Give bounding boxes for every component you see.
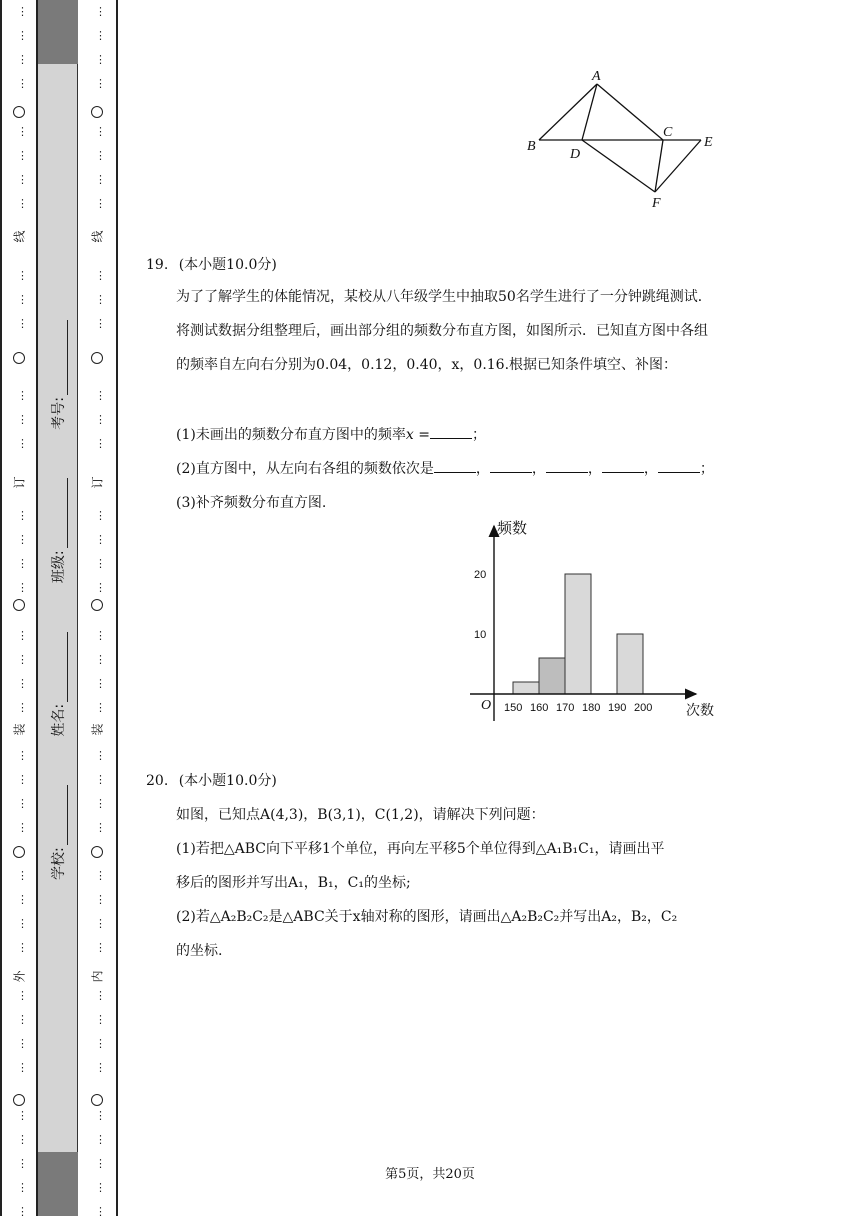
outer-strip-circle-mark <box>13 106 25 118</box>
x-axis-label: 次数 <box>686 703 714 719</box>
histogram-bar <box>565 574 591 694</box>
outer-strip-dots: ⋮ <box>17 269 28 282</box>
inner-strip-dots: ⋮ <box>95 821 106 834</box>
inner-strip-dots: ⋮ <box>95 773 106 786</box>
q19-part1-end: ； <box>471 427 486 443</box>
outer-strip-dots: ⋮ <box>17 989 28 1002</box>
q19-part2-blank-4[interactable] <box>602 458 644 473</box>
q19-part2-end: ； <box>699 461 714 477</box>
outer-strip-dots: ⋮ <box>17 1205 28 1218</box>
inner-strip-dots: ⋮ <box>95 533 106 546</box>
inner-strip-dots: ⋮ <box>95 293 106 306</box>
histogram-bar <box>617 634 643 694</box>
inner-strip-dots: ⋮ <box>95 77 106 90</box>
inner-strip-dots: ⋮ <box>95 29 106 42</box>
inner-strip-dots: ⋮ <box>95 437 106 450</box>
inner-strip-dots: ⋮ <box>95 677 106 690</box>
outer-strip-dots: ⋮ <box>17 77 28 90</box>
inner-strip-cut-label: 内 <box>90 970 105 983</box>
q20-part2-line1: (2)若△A₂B₂C₂是△ABC关于x轴对称的图形，请画出△A₂B₂C₂并写出A₂，B₂，C₂ <box>176 909 678 925</box>
school-label: 学校: <box>51 847 67 880</box>
inner-strip-dots: ⋮ <box>95 941 106 954</box>
x-tick-label: 180 <box>582 702 601 714</box>
outer-strip-dots: ⋮ <box>17 1013 28 1026</box>
outer-strip-dots: ⋮ <box>17 437 28 450</box>
segment-ba <box>539 84 597 140</box>
inner-strip-dots: ⋮ <box>95 581 106 594</box>
q19-stem: 为了了解学生的体能情况，某校从八年级学生中抽取50名学生进行了一分钟跳绳测试．将测试数据分组整理后，画出部分组的频数分布直方图，如图所示．已知直方图中各组的频率自左向右分别为0.04，0.12，0.40，x，0.16.根据已知条件填空、补图： <box>176 289 712 373</box>
segment-df <box>582 140 655 192</box>
outer-strip-dots: ⋮ <box>17 413 28 426</box>
inner-strip-dots: ⋮ <box>95 269 106 282</box>
q20-part1-line2: 移后的图形并写出A₁，B₁，C₁的坐标; <box>176 875 411 891</box>
inner-strip-dots: ⋮ <box>95 989 106 1002</box>
inner-strip-dots: ⋮ <box>95 749 106 762</box>
outer-strip-dots: ⋮ <box>17 389 28 402</box>
q20-intro: 如图，已知点A(4,3)，B(3,1)，C(1,2)，请解决下列问题： <box>176 807 545 823</box>
inner-strip-circle-mark <box>91 106 103 118</box>
outer-strip-dots: ⋮ <box>17 197 28 210</box>
y-tick-label: 10 <box>474 629 487 641</box>
inner-strip-circle-mark <box>91 846 103 858</box>
inner-strip-dots: ⋮ <box>95 893 106 906</box>
inner-strip-dots: ⋮ <box>95 1037 106 1050</box>
point-label-d: D <box>570 147 581 162</box>
q20-part1-line1: (1)若把△ABC向下平移1个单位，再向左平移5个单位得到△A₁B₁C₁，请画出平 <box>176 841 665 857</box>
inner-strip-dots: ⋮ <box>95 1133 106 1146</box>
inner-strip-cut-label: 线 <box>90 230 105 243</box>
outer-strip-dots: ⋮ <box>17 821 28 834</box>
segment-ad <box>582 84 597 140</box>
q19-part2-text: (2)直方图中，从左向右各组的频数依次是 <box>176 461 434 477</box>
outer-strip-circle-mark <box>13 599 25 611</box>
inner-strip-dots: ⋮ <box>95 317 106 330</box>
point-label-c: C <box>663 125 673 140</box>
q19-part2-blank-5[interactable] <box>658 458 700 473</box>
school-field[interactable] <box>48 785 68 880</box>
inner-strip-dots: ⋮ <box>95 197 106 210</box>
outer-strip-circle-mark <box>13 1094 25 1106</box>
outer-strip-dots: ⋮ <box>17 677 28 690</box>
point-label-e: E <box>704 135 713 150</box>
inner-strip-dots: ⋮ <box>95 413 106 426</box>
outer-strip-dots: ⋮ <box>17 5 28 18</box>
q20-part2-line2: 的坐标. <box>176 943 223 959</box>
q19-part1-var: x <box>405 427 414 443</box>
outer-strip-dots: ⋮ <box>17 773 28 786</box>
outer-strip-dots: ⋮ <box>17 941 28 954</box>
outer-strip-cut-label: 线 <box>12 230 27 243</box>
page-footer: 第5页，共20页 <box>385 1167 475 1182</box>
outer-strip-dots: ⋮ <box>17 293 28 306</box>
y-axis-label: 频数 <box>497 519 528 537</box>
outer-strip-dots: ⋮ <box>17 317 28 330</box>
q19-part2: (2)直方图中，从左向右各组的频数依次是 ， ， ， ， ； <box>176 458 714 478</box>
outer-strip-dots: ⋮ <box>17 749 28 762</box>
inner-strip-dots: ⋮ <box>95 869 106 882</box>
outer-strip-cut-label: 装 <box>12 723 27 736</box>
point-label-f: F <box>652 196 661 211</box>
inner-strip-dots: ⋮ <box>95 701 106 714</box>
q19-header <box>146 254 277 274</box>
origin-label: O <box>481 698 492 713</box>
q19-part1-eq: = <box>413 427 430 443</box>
inner-strip-dots: ⋮ <box>95 1013 106 1026</box>
q19-part2-blank-2[interactable] <box>490 458 532 473</box>
inner-strip-dots: ⋮ <box>95 53 106 66</box>
q19-meta: (本小题10.0分) <box>178 257 277 273</box>
inner-strip-circle-mark <box>91 352 103 364</box>
inner-strip-dots: ⋮ <box>95 173 106 186</box>
histogram-bar <box>513 682 539 694</box>
class-label: 班级: <box>51 550 67 584</box>
inner-strip-dots: ⋮ <box>95 797 106 810</box>
outer-strip-dots: ⋮ <box>17 1157 28 1170</box>
inner-strip-cut-label: 装 <box>90 723 105 736</box>
name-field[interactable] <box>48 632 68 737</box>
outer-strip-dots: ⋮ <box>17 917 28 930</box>
q20-meta: (本小题10.0分) <box>178 773 277 789</box>
outer-strip-dots: ⋮ <box>17 125 28 138</box>
q19-part2-blank-1[interactable] <box>434 458 476 473</box>
outer-strip-dots: ⋮ <box>17 629 28 642</box>
q19-part1-text: (1)未画出的频数分布直方图中的频率 <box>176 427 406 443</box>
x-tick-label: 160 <box>530 702 549 714</box>
inner-strip-dots: ⋮ <box>95 389 106 402</box>
outer-strip-dots: ⋮ <box>17 869 28 882</box>
name-label: 姓名: <box>51 703 67 737</box>
outer-strip-circle-mark <box>13 846 25 858</box>
outer-strip-dots: ⋮ <box>17 1061 28 1074</box>
outer-strip-dots: ⋮ <box>17 653 28 666</box>
outer-strip-dots: ⋮ <box>17 173 28 186</box>
inner-strip-dots: ⋮ <box>95 509 106 522</box>
inner-binding-strip <box>78 0 118 1216</box>
x-tick-label: 200 <box>634 702 653 714</box>
q19-part1-blank[interactable] <box>430 424 472 439</box>
inner-strip-dots: ⋮ <box>95 557 106 570</box>
inner-strip-dots: ⋮ <box>95 1061 106 1074</box>
inner-strip-cut-label: 订 <box>90 476 105 489</box>
outer-strip-circle-mark <box>13 352 25 364</box>
outer-strip-dots: ⋮ <box>17 149 28 162</box>
inner-strip-dots: ⋮ <box>95 125 106 138</box>
outer-strip-dots: ⋮ <box>17 533 28 546</box>
outer-strip-dots: ⋮ <box>17 1037 28 1050</box>
segment-ac <box>597 84 663 140</box>
point-label-a: A <box>592 69 601 84</box>
point-label-b: B <box>527 139 536 154</box>
outer-binding-strip <box>0 0 38 1216</box>
inner-strip-circle-mark <box>91 1094 103 1106</box>
outer-strip-dots: ⋮ <box>17 797 28 810</box>
inner-strip-dots: ⋮ <box>95 653 106 666</box>
inner-strip-circle-mark <box>91 599 103 611</box>
class-field[interactable] <box>48 478 68 583</box>
q19-number: 19. <box>146 257 169 273</box>
inner-strip-dots: ⋮ <box>95 5 106 18</box>
q19-part1 <box>176 424 486 444</box>
geometry-figure <box>525 66 725 211</box>
outer-strip-dots: ⋮ <box>17 701 28 714</box>
q20-number: 20. <box>146 773 169 789</box>
inner-strip-dots: ⋮ <box>95 629 106 642</box>
exam-number-field[interactable] <box>48 320 68 430</box>
inner-strip-dots: ⋮ <box>95 917 106 930</box>
outer-strip-dots: ⋮ <box>17 53 28 66</box>
outer-strip-dots: ⋮ <box>17 1133 28 1146</box>
frequency-histogram <box>466 516 721 721</box>
histogram-bar <box>539 658 565 694</box>
outer-strip-dots: ⋮ <box>17 1109 28 1122</box>
inner-strip-dots: ⋮ <box>95 1157 106 1170</box>
y-tick-label: 20 <box>474 569 487 581</box>
inner-strip-dots: ⋮ <box>95 149 106 162</box>
outer-strip-dots: ⋮ <box>17 509 28 522</box>
outer-strip-dots: ⋮ <box>17 581 28 594</box>
outer-strip-dots: ⋮ <box>17 557 28 570</box>
outer-strip-dots: ⋮ <box>17 1181 28 1194</box>
x-tick-label: 150 <box>504 702 523 714</box>
inner-strip-dots: ⋮ <box>95 1205 106 1218</box>
outer-strip-dots: ⋮ <box>17 893 28 906</box>
q20-header <box>146 770 277 790</box>
q19-part2-blank-3[interactable] <box>546 458 588 473</box>
exam-number-label: 考号: <box>51 397 67 430</box>
x-tick-label: 190 <box>608 702 627 714</box>
outer-strip-dots: ⋮ <box>17 29 28 42</box>
x-tick-label: 170 <box>556 702 575 714</box>
outer-strip-cut-label: 外 <box>12 970 27 983</box>
inner-strip-dots: ⋮ <box>95 1181 106 1194</box>
outer-strip-cut-label: 订 <box>12 476 27 489</box>
q19-part3: (3)补齐频数分布直方图. <box>176 495 327 511</box>
student-info-fields <box>38 0 78 1216</box>
inner-strip-dots: ⋮ <box>95 1109 106 1122</box>
